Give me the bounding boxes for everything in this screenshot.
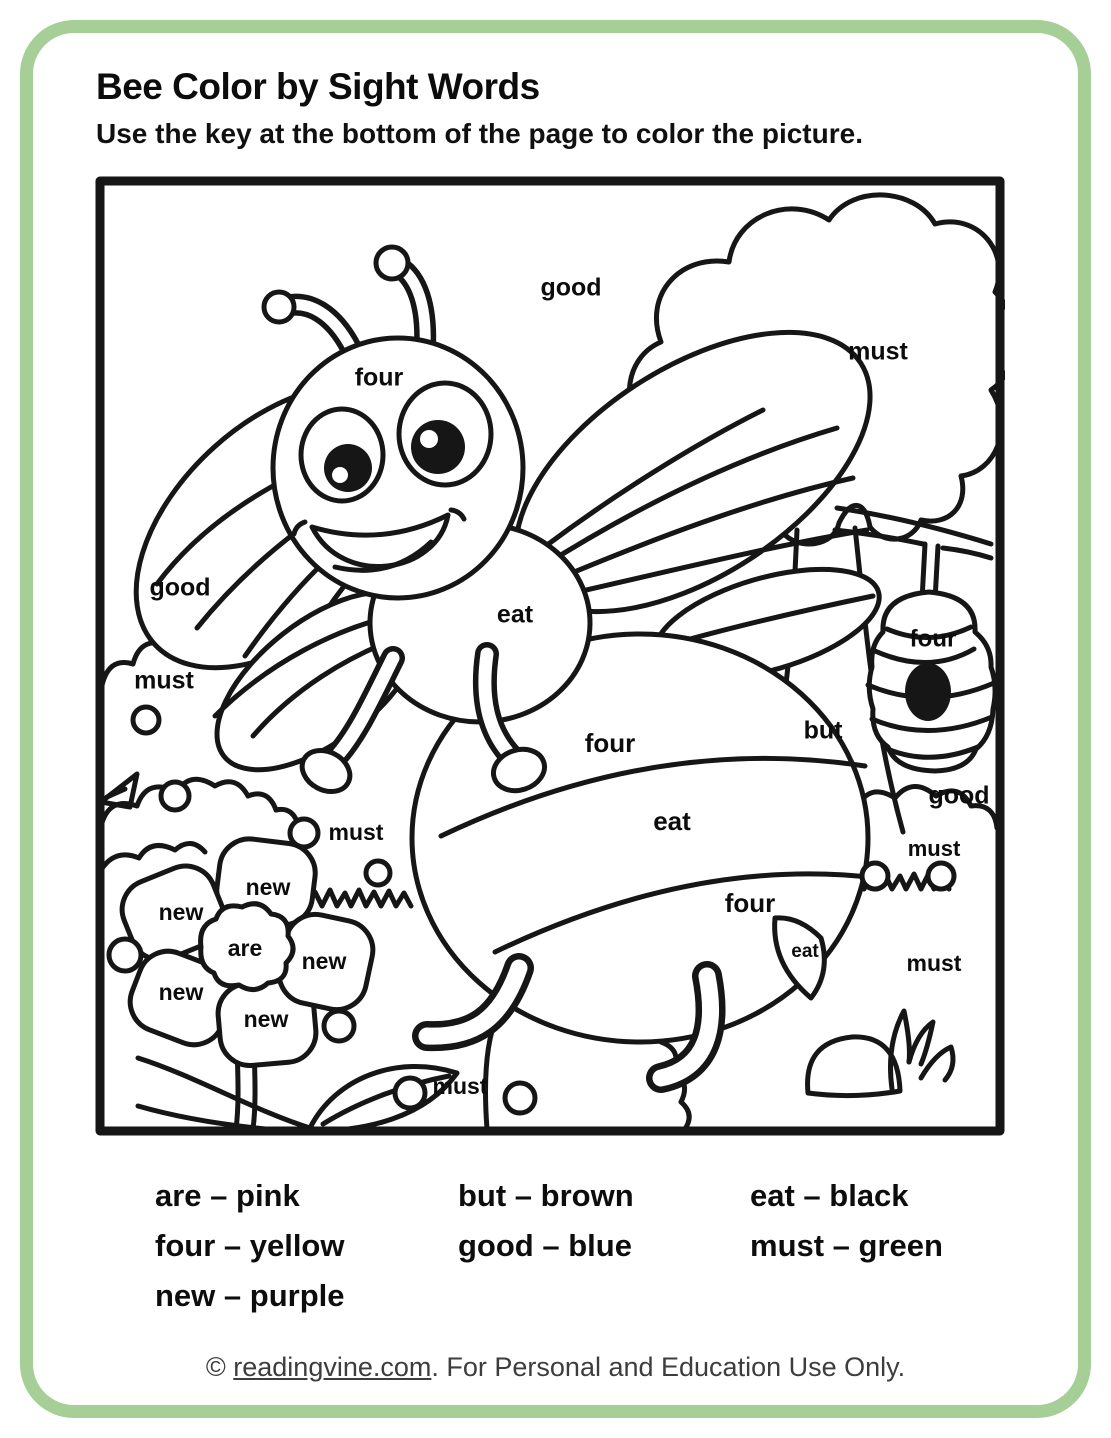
sight-word-label-must: must xyxy=(432,1073,488,1100)
key-column-1 xyxy=(155,1174,344,1324)
sight-word-label-must: must xyxy=(848,337,908,366)
copyright-symbol: © xyxy=(205,1352,234,1382)
beehive xyxy=(868,544,995,771)
sight-word-label-must: must xyxy=(134,666,194,695)
sight-word-label-new: new xyxy=(301,948,347,975)
sight-word-label-are: are xyxy=(227,935,263,962)
sight-word-label-new: new xyxy=(158,979,204,1006)
eye-highlight xyxy=(332,467,348,483)
readingvine-link[interactable]: readingvine.com xyxy=(233,1352,432,1382)
sight-word-label-four: four xyxy=(909,625,957,653)
page-instructions: Use the key at the bottom of the page to color the picture. xyxy=(96,118,863,149)
footer xyxy=(0,1352,1111,1383)
key-entry-good: good – blue xyxy=(458,1228,632,1263)
bee-left-pupil xyxy=(324,444,372,492)
mid-grass xyxy=(307,890,411,906)
sight-word-label-must: must xyxy=(328,819,384,846)
key-entry-four: four – yellow xyxy=(155,1228,345,1263)
sight-word-label-must: must xyxy=(906,950,962,977)
sight-word-label-new: new xyxy=(158,899,204,926)
sight-word-label-four: four xyxy=(724,887,776,918)
footer-usage-text: . For Personal and Education Use Only. xyxy=(431,1352,906,1382)
sight-word-label-four: four xyxy=(584,727,636,758)
key-column-2 xyxy=(458,1174,634,1274)
sight-word-label-but: but xyxy=(803,716,843,745)
tree-branch-tip xyxy=(943,548,991,558)
key-entry-are: are – pink xyxy=(155,1178,300,1213)
key-column-3 xyxy=(750,1174,943,1274)
key-entry-eat: eat – black xyxy=(750,1178,909,1213)
sight-word-label-eat: eat xyxy=(791,941,819,963)
sight-word-label-good: good xyxy=(149,573,211,602)
sight-word-label-four: four xyxy=(354,363,404,392)
sight-word-label-new: new xyxy=(245,874,291,901)
key-entry-must: must – green xyxy=(750,1228,943,1263)
color-key xyxy=(0,1174,1111,1334)
sight-word-label-good: good xyxy=(540,273,602,302)
coloring-illustration xyxy=(95,176,1005,1139)
sight-word-label-must: must xyxy=(907,835,961,861)
hive-entrance xyxy=(905,663,951,721)
page-title: Bee Color by Sight Words xyxy=(96,66,540,107)
sight-word-label-new: new xyxy=(243,1006,289,1033)
rock xyxy=(808,1037,900,1096)
sight-word-label-good: good xyxy=(928,781,990,810)
sight-word-label-eat: eat xyxy=(653,805,691,836)
key-entry-but: but – brown xyxy=(458,1178,634,1213)
sight-word-label-eat: eat xyxy=(496,600,534,629)
bee-right-pupil xyxy=(411,420,465,474)
bee-antennae xyxy=(264,247,425,348)
key-entry-new: new – purple xyxy=(155,1278,345,1313)
flower-leaf-blade xyxy=(138,1058,310,1128)
eye-highlight xyxy=(420,430,438,448)
